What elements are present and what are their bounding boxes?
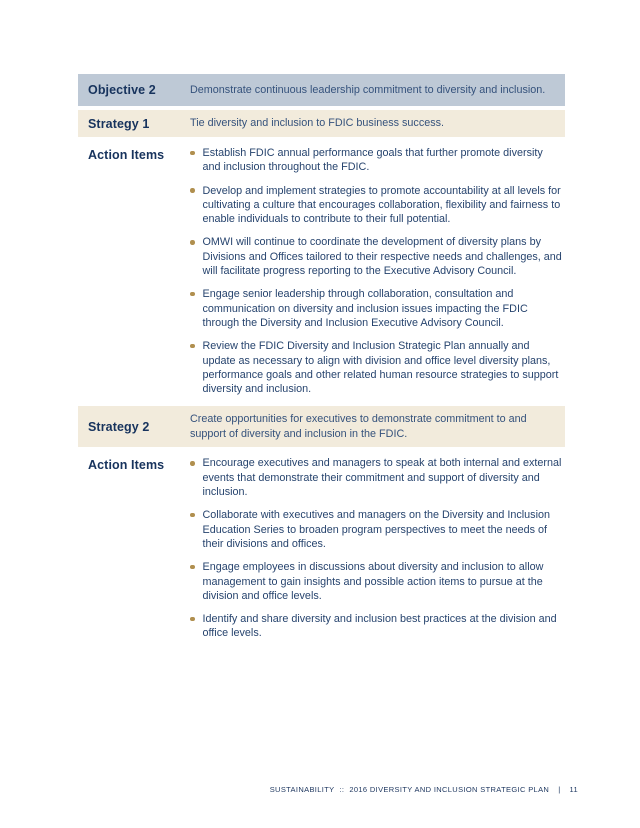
bullet-icon [190,461,195,466]
action-item [190,508,565,551]
strategy-1-text: Tie diversity and inclusion to FDIC business success. [190,117,445,130]
action-item [190,560,565,603]
strategy-1-label: Strategy 1 [88,116,150,131]
plan-table [78,74,565,651]
objective-label: Objective 2 [88,83,156,97]
footer-divider: | [558,785,561,794]
bullet-icon [190,344,195,349]
page-number: 11 [569,785,578,794]
action-items-2-list [190,456,565,640]
strategy-1-row [78,110,565,137]
action-items-2-label: Action Items [88,458,165,473]
action-item-text: Engage senior leadership through collaboration, consultation and communication on diversity and inclusion issues impacting the FDIC through the Diversity and Inclusion Executive Advisory Council. [202,288,528,329]
bullet-icon [190,513,195,518]
action-item [190,287,565,330]
action-item-text: Engage employees in discussions about diversity and inclusion to allow management to gain insights and possible action items to pursue at the division and office levels. [202,561,544,602]
bullet-icon [190,240,195,245]
bullet-icon [190,188,195,193]
objective-text: Demonstrate continuous leadership commitment to diversity and inclusion. [190,83,546,96]
action-item [190,612,565,641]
bullet-icon [190,565,195,570]
action-items-1-label: Action Items [88,148,165,162]
action-item-text: Collaborate with executives and managers on the Diversity and Inclusion Education Series to broaden program perspectives to meet the needs of their divisions and offices. [202,509,550,550]
footer-separator: :: [339,785,345,794]
action-items-2-section [78,447,565,650]
action-item-text: Develop and implement strategies to promote accountability at all levels for cultivating a culture that encourages collaboration, flexibility and fairness to enable individuals to contribute to their full potential. [202,184,561,226]
strategy-2-text: Create opportunities for executives to demonstrate commitment to and support of diversity and inclusion in the FDIC. [190,413,527,440]
action-item [190,184,565,227]
action-item [190,146,565,175]
action-item-text: Encourage executives and managers to speak at both internal and external events that demonstrate their commitment and support of diversity and inclusion. [202,457,562,499]
action-item-text: Review the FDIC Diversity and Inclusion Strategic Plan annually and update as necessary to align with division and office level diversity plans, performance goals and other related human resource strategies to support diversity and inclusion. [202,340,559,396]
action-item [190,456,565,499]
action-item-text: Establish FDIC annual performance goals that further promote diversity and inclusion throughout the FDIC. [202,147,543,174]
action-item [190,339,565,396]
footer-section-label: SUSTAINABILITY [269,785,335,794]
bullet-icon [190,617,195,622]
action-item [190,235,565,278]
strategy-2-row [78,406,565,447]
footer-plan-title: 2016 DIVERSITY AND INCLUSION STRATEGIC PLAN [349,785,550,794]
action-item-text: OMWI will continue to coordinate the development of diversity plans by Divisions and Offices tailored to their respective needs and challenges, and will facilitate progress reporting to the Executive Advisory Council. [202,236,562,278]
bullet-icon [190,151,195,156]
action-items-1-list [190,146,565,396]
bullet-icon [190,292,195,297]
objective-row [78,74,565,106]
action-item-text: Identify and share diversity and inclusion best practices at the division and office levels. [202,613,557,640]
strategy-2-label: Strategy 2 [88,419,150,434]
action-items-1-section [78,137,565,406]
page-footer [270,785,578,794]
